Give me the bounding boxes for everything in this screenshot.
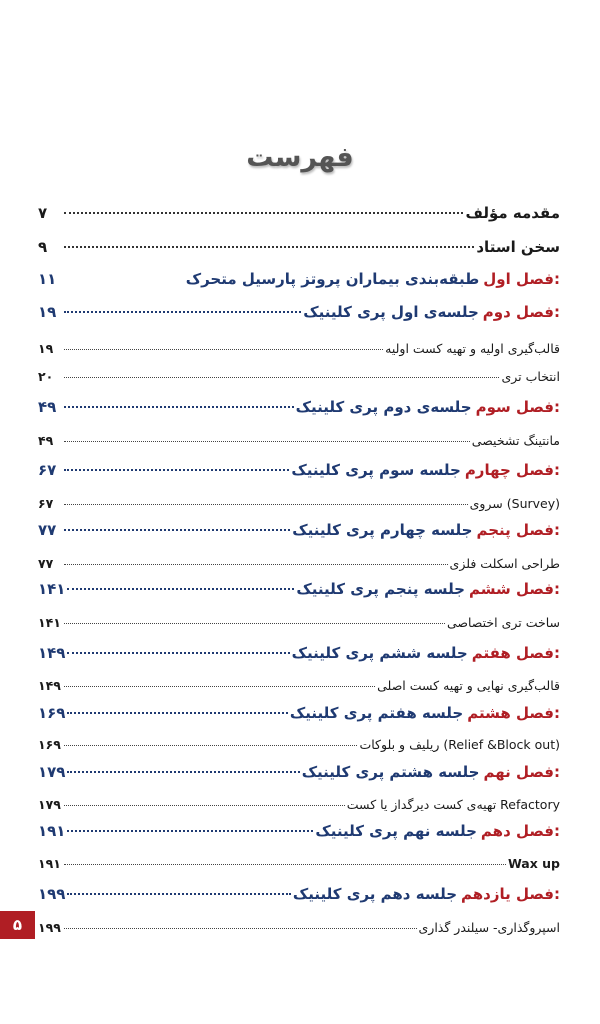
entry-page: ۱۴۹: [38, 644, 66, 662]
toc-entry-authors-preface[interactable]: [38, 204, 560, 222]
dot-leader: [67, 652, 289, 654]
dot-leader: [64, 349, 383, 350]
chapter-label: فصل یازدهم:: [461, 885, 560, 903]
dot-leader: [67, 588, 294, 590]
dot-leader: [64, 406, 294, 408]
entry-title: اسپروگذاری- سیلندر گذاری: [418, 920, 560, 935]
dot-leader: [64, 504, 468, 505]
entry-page: ۴۹: [38, 433, 54, 448]
dot-leader: [64, 311, 301, 313]
toc-entry-section[interactable]: [38, 556, 560, 571]
entry-page: ۱۹۱: [38, 822, 66, 840]
toc-entry-section[interactable]: [38, 341, 560, 356]
toc-entry-section[interactable]: [38, 369, 560, 384]
dot-leader: [64, 928, 417, 929]
dot-leader: [64, 377, 499, 378]
entry-page: ۱۹۱: [38, 856, 61, 871]
entry-title: جلسه هشتم پری کلینیک: [301, 763, 480, 781]
toc-entry-chapter-3[interactable]: [38, 398, 560, 416]
chapter-label: فصل پنجم:: [476, 521, 560, 539]
toc-entry-section[interactable]: [38, 678, 560, 693]
entry-title: تهیه‌ی کست دیرگداز یا کست Refactory: [346, 797, 560, 812]
entry-page: ۱۷۹: [38, 763, 66, 781]
dot-leader: [67, 893, 290, 895]
toc-entry-teacher-note[interactable]: [38, 238, 560, 256]
dot-leader: [67, 771, 299, 773]
entry-title: مانتینگ تشخیصی: [471, 433, 560, 448]
dot-leader: [64, 864, 506, 865]
dot-leader: [64, 623, 445, 624]
dot-leader: [64, 564, 448, 565]
toc-entry-chapter-6[interactable]: [38, 580, 560, 598]
entry-page: ۶۷: [38, 461, 57, 479]
entry-page: ۱۴۹: [38, 678, 61, 693]
dot-leader: [64, 686, 375, 687]
toc-entry-section[interactable]: [38, 920, 560, 935]
entry-page: ۱۹: [38, 303, 57, 321]
dot-leader: [64, 529, 290, 531]
entry-title: جلسه پنجم پری کلینیک: [296, 580, 465, 598]
toc-entry-section[interactable]: [38, 433, 560, 448]
entry-page: ۱۶۹: [38, 737, 61, 752]
toc-entry-chapter-1[interactable]: [38, 270, 560, 288]
chapter-label: فصل سوم:: [475, 398, 560, 416]
dot-leader: [67, 712, 287, 714]
toc-entry-section[interactable]: [38, 615, 560, 630]
entry-title: جلسه هفتم پری کلینیک: [289, 704, 464, 722]
page-title: فهرست: [246, 142, 354, 173]
entry-title: طبقه‌بندی بیماران پروتز پارسیل متحرک: [185, 270, 480, 288]
entry-page: ۱۷۹: [38, 797, 61, 812]
entry-title: ریلیف و بلوکات (Relief &Block out): [359, 737, 560, 752]
entry-title: جلسه سوم پری کلینیک: [291, 461, 461, 479]
chapter-label: فصل دهم:: [480, 822, 560, 840]
entry-title: مقدمه مؤلف: [465, 204, 560, 222]
entry-page: ۷۷: [38, 521, 57, 539]
page-number-badge: ۵: [0, 911, 35, 939]
entry-title: قالب‌گیری نهایی و تهیه کست اصلی: [377, 678, 560, 693]
toc-entry-chapter-4[interactable]: [38, 461, 560, 479]
entry-title: جلسه نهم پری کلینیک: [315, 822, 477, 840]
entry-page: ۱۹۹: [38, 920, 61, 935]
toc-entry-chapter-2[interactable]: [38, 303, 560, 321]
toc-entry-section[interactable]: [38, 797, 560, 812]
toc-entry-chapter-7[interactable]: [38, 644, 560, 662]
toc-entry-chapter-11[interactable]: [38, 885, 560, 903]
entry-title: جلسه دهم پری کلینیک: [292, 885, 458, 903]
entry-title: جلسه چهارم پری کلینیک: [292, 521, 473, 539]
dot-leader: [64, 745, 357, 746]
chapter-label: فصل ششم:: [469, 580, 560, 598]
entry-page: ۱۶۹: [38, 704, 66, 722]
toc-entry-chapter-9[interactable]: [38, 763, 560, 781]
dot-leader: [64, 441, 470, 442]
entry-title: طراحی اسکلت فلزی: [449, 556, 560, 571]
entry-page: ۶۷: [38, 496, 54, 511]
entry-page: ۲۰: [38, 369, 54, 384]
entry-title: انتخاب تری: [501, 369, 560, 384]
entry-title: سخن استاد: [476, 238, 560, 256]
toc-entry-section[interactable]: [38, 856, 560, 871]
entry-title: ساخت تری اختصاصی: [446, 615, 560, 630]
dot-leader: [64, 246, 474, 248]
toc-entry-section[interactable]: [38, 737, 560, 752]
dot-leader: [64, 212, 463, 214]
toc-entry-section[interactable]: [38, 496, 560, 511]
entry-page: ۱۴۱: [38, 615, 61, 630]
entry-page: ۷۷: [38, 556, 54, 571]
entry-page: ۱۹: [38, 341, 54, 356]
toc-entry-chapter-10[interactable]: [38, 822, 560, 840]
toc-entry-chapter-8[interactable]: [38, 704, 560, 722]
dot-leader: [64, 805, 345, 806]
chapter-label: فصل هفتم:: [471, 644, 560, 662]
entry-page: ۴۹: [38, 398, 57, 416]
entry-page: ۱۹۹: [38, 885, 66, 903]
chapter-label: فصل نهم:: [483, 763, 560, 781]
entry-page: ۱۱: [38, 270, 57, 288]
entry-title: جلسه‌ی اول پری کلینیک: [303, 303, 479, 321]
entry-title: جلسه ششم پری کلینیک: [291, 644, 468, 662]
chapter-label: فصل اول:: [483, 270, 560, 288]
dot-leader: [67, 830, 313, 832]
entry-page: ۷: [38, 204, 48, 222]
toc-entry-chapter-5[interactable]: [38, 521, 560, 539]
entry-title: Wax up: [507, 856, 560, 871]
entry-title: قالب‌گیری اولیه و تهیه کست اولیه: [385, 341, 560, 356]
entry-title: جلسه‌ی دوم پری کلینیک: [295, 398, 472, 416]
entry-page: ۹: [38, 238, 48, 256]
entry-title: سروی (Survey): [469, 496, 560, 511]
chapter-label: فصل هشتم:: [467, 704, 560, 722]
chapter-label: فصل دوم:: [482, 303, 560, 321]
entry-page: ۱۴۱: [38, 580, 66, 598]
dot-leader: [64, 469, 289, 471]
chapter-label: فصل چهارم:: [464, 461, 560, 479]
